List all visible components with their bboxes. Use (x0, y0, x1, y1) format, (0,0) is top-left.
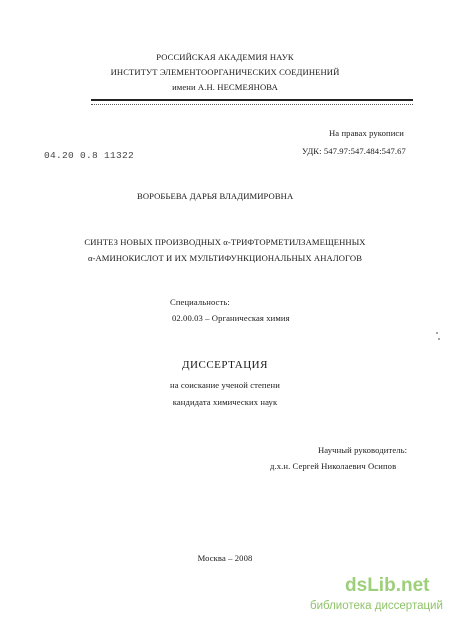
supervisor-label: Научный руководитель: (318, 445, 408, 455)
specialty-label: Специальность: (170, 297, 230, 307)
watermark-logo-lib: Lib (367, 575, 396, 596)
watermark-logo-prefix: ds (345, 575, 368, 596)
degree-name: кандидата химических наук (172, 397, 278, 407)
watermark-logo (345, 575, 429, 597)
specialty-value: 02.00.03 – Органическая химия (172, 313, 290, 323)
scan-speck (438, 338, 440, 340)
institution-named-after: имени А.Н. НЕСМЕЯНОВА (172, 82, 278, 92)
udc-code: УДК: 547.97:547.484:547.67 (302, 146, 406, 156)
header-dotted-rule (91, 104, 413, 105)
thesis-title-line2: α-АМИНОКИСЛОТ И ИХ МУЛЬТИФУНКЦИОНАЛЬНЫХ АНАЛОГОВ (87, 253, 363, 263)
supervisor-name: д.х.н. Сергей Николаевич Осипов (270, 461, 397, 471)
city-year: Москва – 2008 (197, 553, 253, 563)
manuscript-rights: На правах рукописи (329, 128, 405, 138)
institution-academy: РОССИЙСКАЯ АКАДЕМИЯ НАУК (156, 52, 294, 62)
institution-institute: ИНСТИТУТ ЭЛЕМЕНТООРГАНИЧЕСКИХ СОЕДИНЕНИЙ (110, 67, 340, 77)
header-rule (91, 99, 413, 101)
thesis-title-line1: СИНТЕЗ НОВЫХ ПРОИЗВОДНЫХ α-ТРИФТОРМЕТИЛЗАМЕЩЕННЫХ (84, 237, 366, 247)
watermark-subtitle: библиотека диссертаций (310, 600, 443, 612)
library-stamp-number: 04.20 0.8 11322 (44, 150, 135, 161)
author-name: ВОРОБЬЕВА ДАРЬЯ ВЛАДИМИРОВНА (137, 191, 294, 201)
degree-purpose: на соискание ученой степени (170, 380, 280, 390)
document-type-heading: ДИССЕРТАЦИЯ (182, 359, 268, 371)
scan-speck (436, 332, 438, 334)
watermark-logo-suffix: .net (395, 575, 430, 596)
